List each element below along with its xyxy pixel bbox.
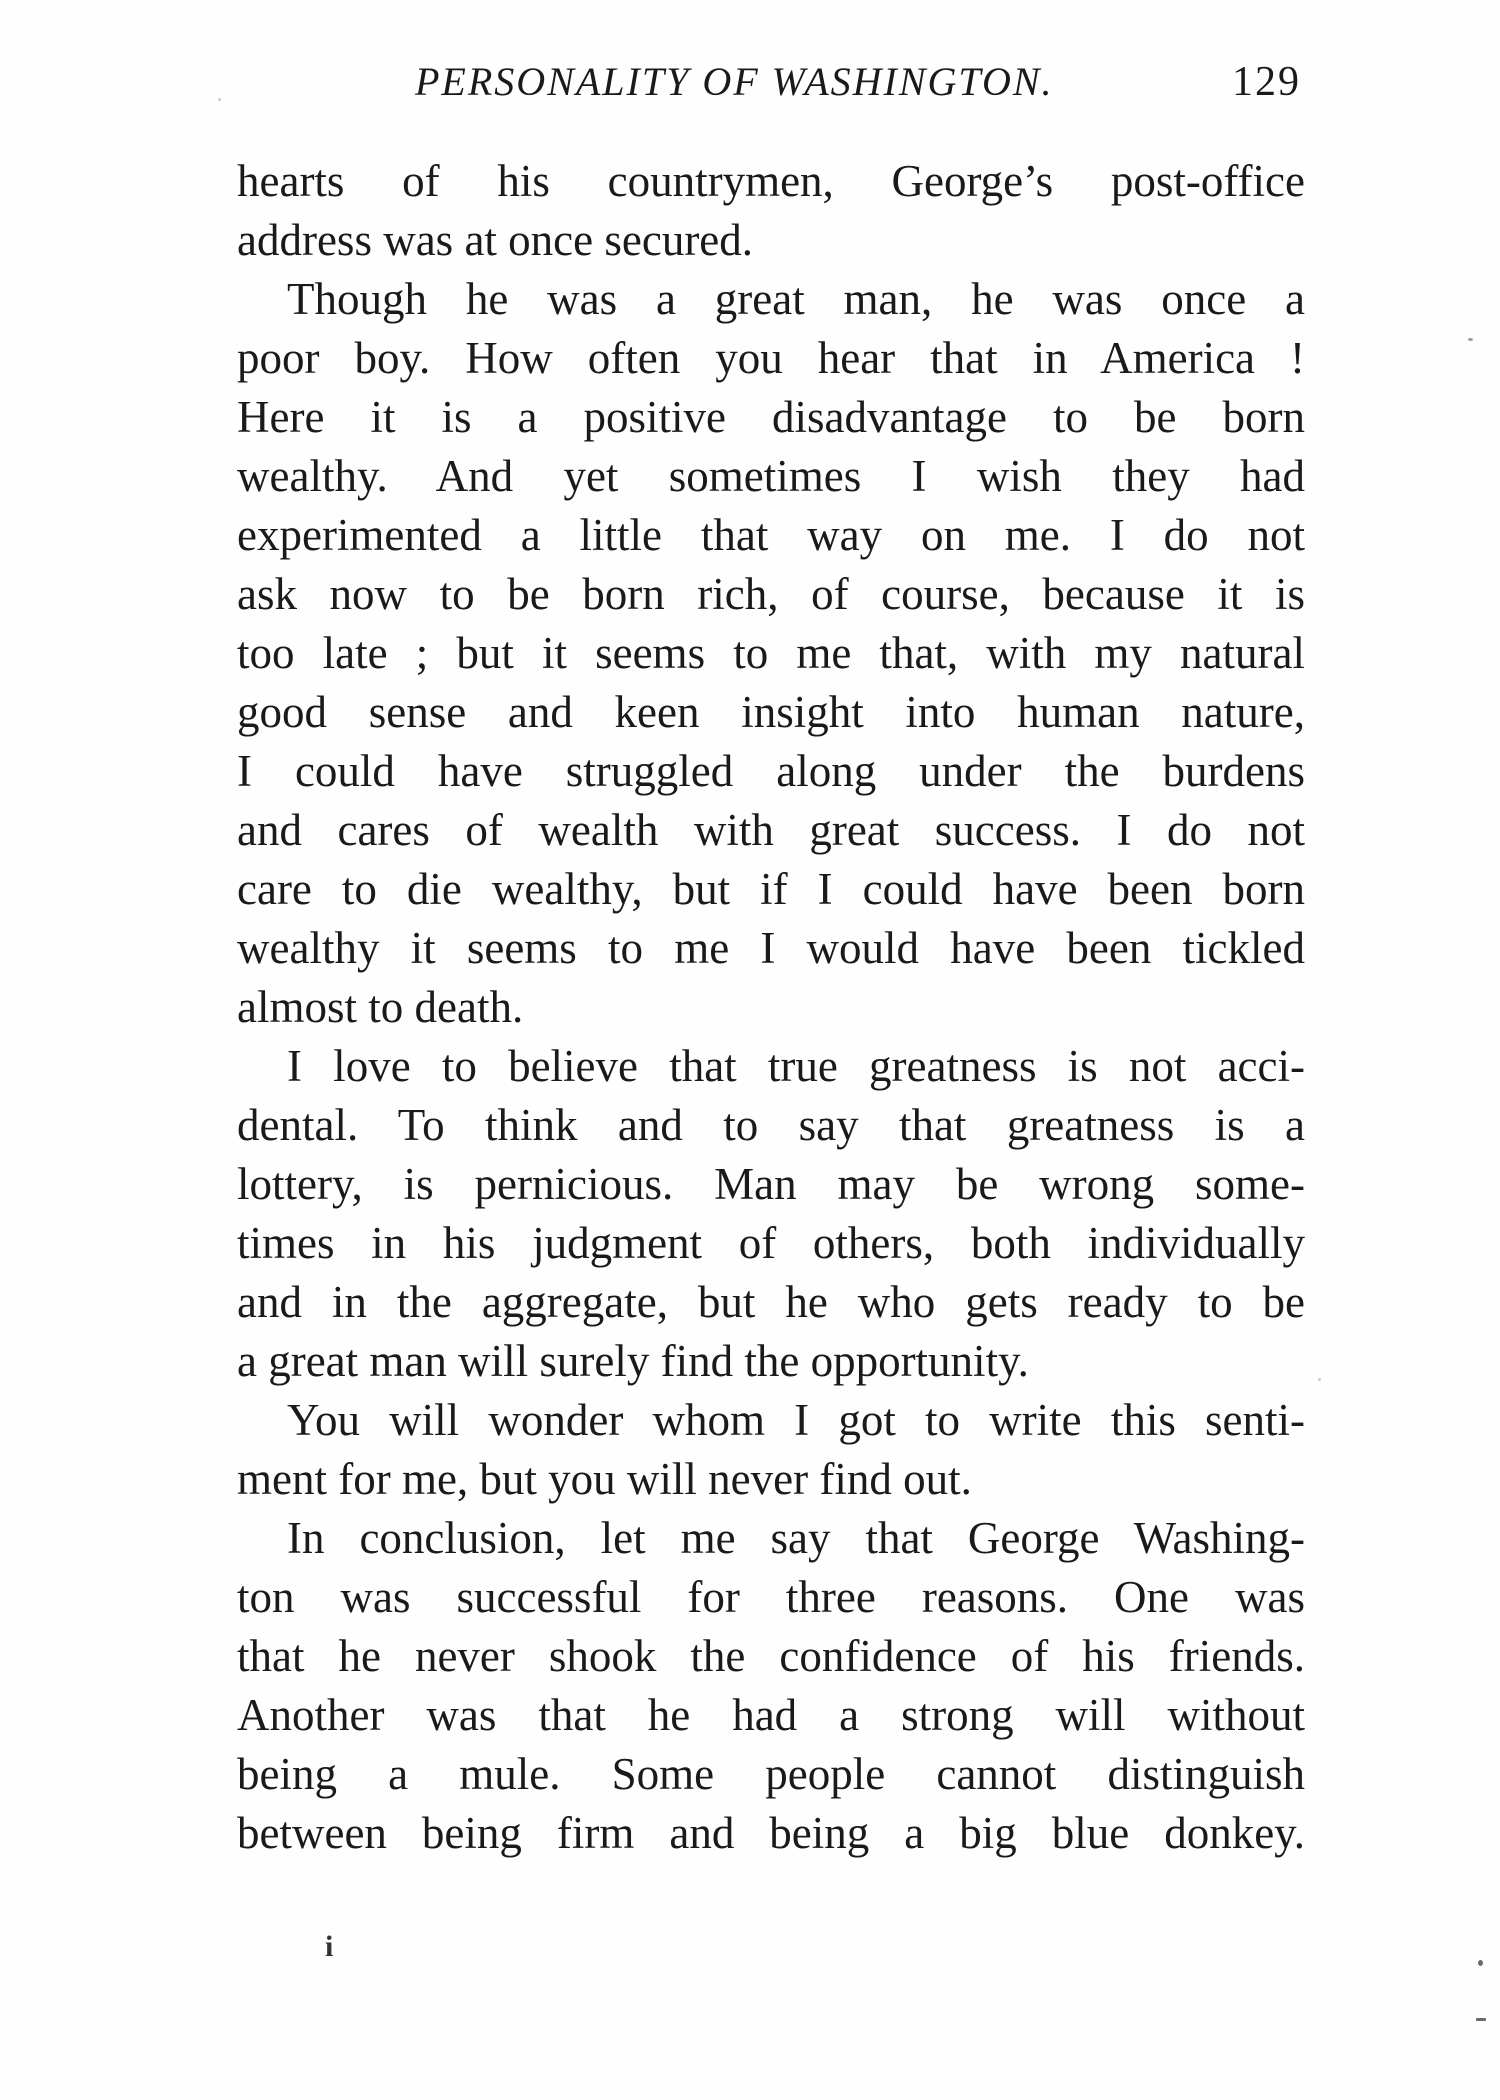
text-line: care to die wealthy, but if I could have been born [237, 864, 1305, 914]
text-line: between being firm and being a big blue donkey. [237, 1808, 1305, 1858]
text-line: Another was that he had a strong will without [237, 1690, 1305, 1740]
text-line: being a mule. Some people cannot distinguish [237, 1749, 1305, 1799]
text-line: hearts of his countrymen, George’s post-office [237, 156, 1305, 206]
text-line: You will wonder whom I got to write this senti- [287, 1395, 1305, 1445]
text-line: Here it is a positive disadvantage to be born [237, 392, 1305, 442]
text-line: ask now to be born rich, of course, because it is [237, 569, 1305, 619]
text-line: address was at once secured. [237, 215, 754, 265]
text-line: and cares of wealth with great success. I do not [237, 805, 1305, 855]
running-head [0, 58, 1500, 118]
scan-speck [218, 98, 221, 101]
scan-speck [1468, 338, 1473, 341]
text-line: Though he was a great man, he was once a [287, 274, 1305, 324]
text-line: dental. To think and to say that greatness is a [237, 1100, 1305, 1150]
text-line: ton was successful for three reasons. One was [237, 1572, 1305, 1622]
text-line: I love to believe that true greatness is not acci- [287, 1041, 1305, 1091]
running-title: PERSONALITY OF WASHINGTON. [415, 59, 1054, 104]
text-line: too late ; but it seems to me that, with my natural [237, 628, 1305, 678]
scan-speck [1476, 2018, 1486, 2021]
text-line: times in his judgment of others, both individually [237, 1218, 1305, 1268]
text-line: lottery, is pernicious. Man may be wrong some- [237, 1159, 1305, 1209]
signature-mark: i [325, 1930, 334, 1963]
scan-speck [1318, 1378, 1321, 1381]
text-line: good sense and keen insight into human nature, [237, 687, 1305, 737]
text-line: wealthy. And yet sometimes I wish they had [237, 451, 1305, 501]
text-line: poor boy. How often you hear that in America ! [237, 333, 1305, 383]
page-number: 129 [1232, 59, 1301, 105]
text-line: wealthy it seems to me I would have been tickled [237, 923, 1305, 973]
body-text [237, 152, 1305, 1863]
scan-speck [1478, 1960, 1483, 1966]
text-line: In conclusion, let me say that George Washing- [287, 1513, 1305, 1563]
text-line: experimented a little that way on me. I do not [237, 510, 1305, 560]
text-line: almost to death. [237, 982, 524, 1032]
text-line: I could have struggled along under the burdens [237, 746, 1305, 796]
text-line: ment for me, but you will never find out. [237, 1454, 972, 1504]
text-line: and in the aggregate, but he who gets ready to be [237, 1277, 1305, 1327]
text-line: a great man will surely find the opportunity. [237, 1336, 1029, 1386]
text-line: that he never shook the confidence of his friends. [237, 1631, 1305, 1681]
